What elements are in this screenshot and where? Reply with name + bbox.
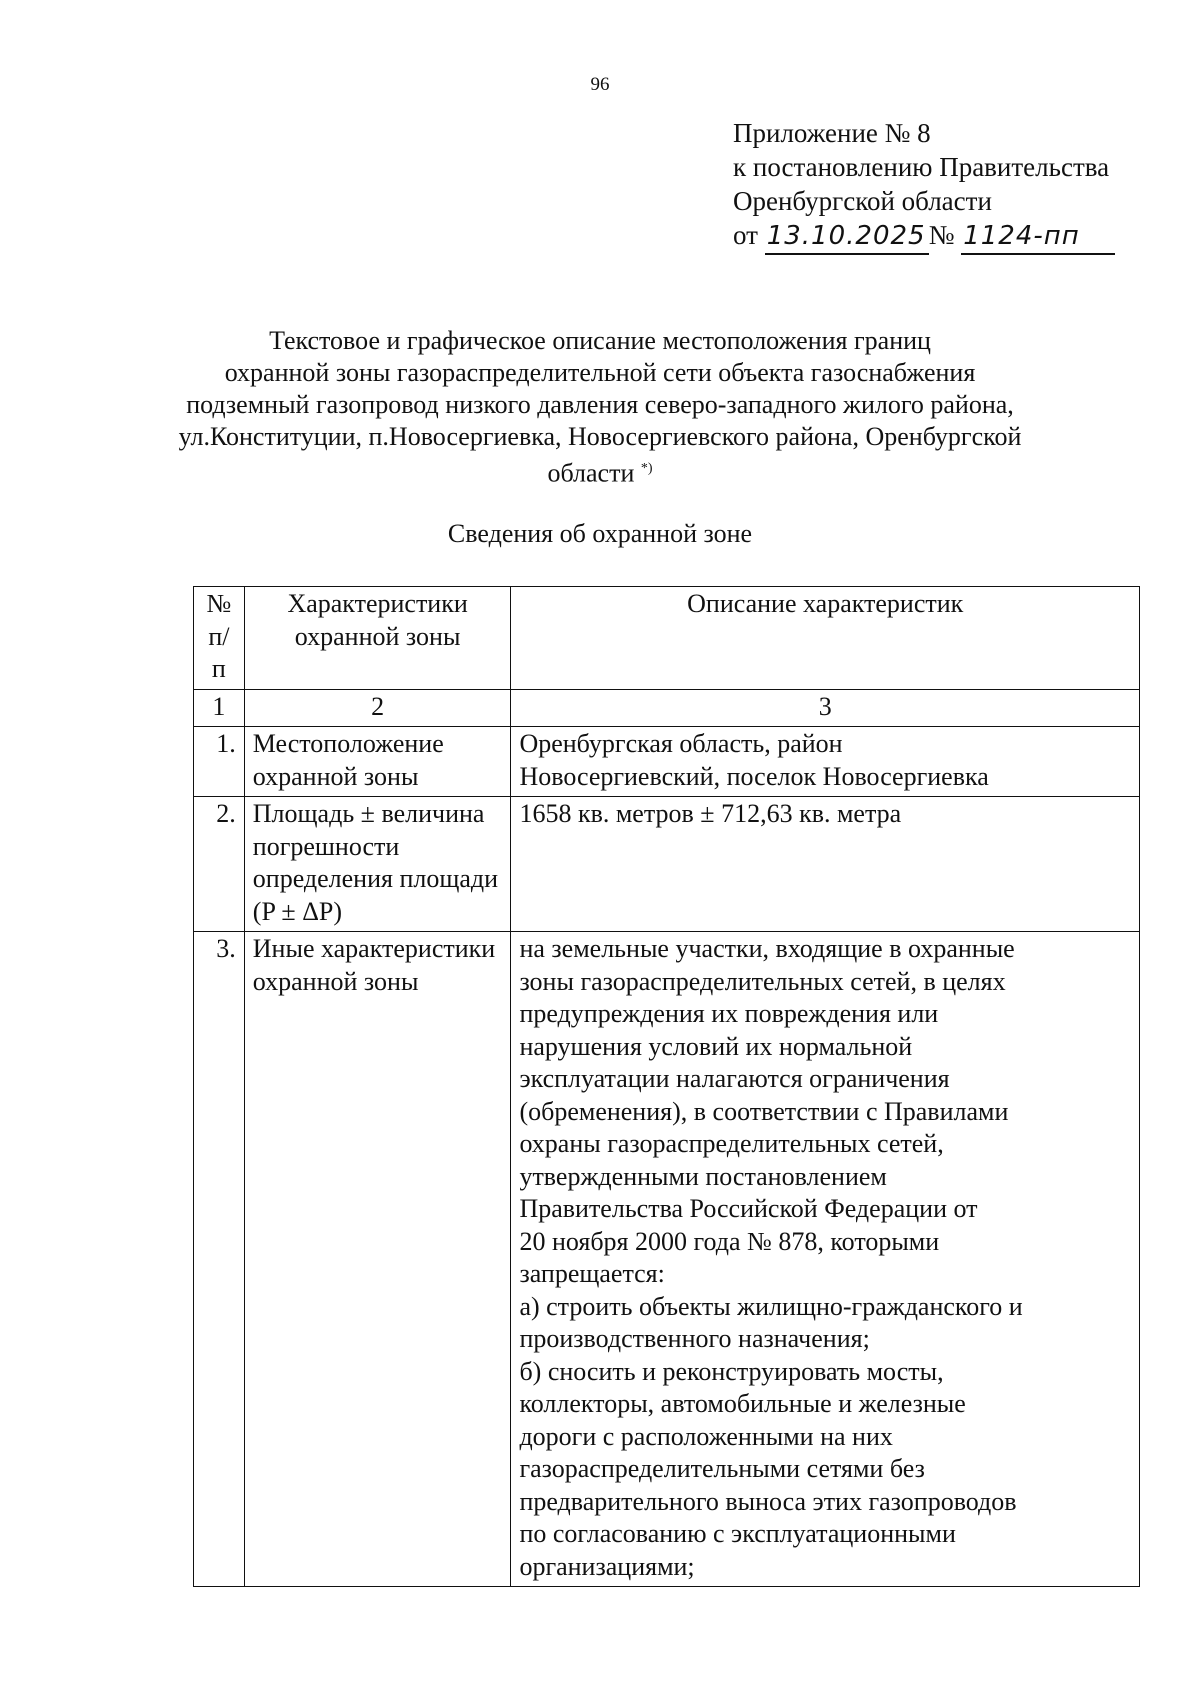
description-line: нарушения условий их нормальной [519, 1031, 913, 1061]
description-line: (обременения), в соответствии с Правилами [519, 1096, 1009, 1126]
description-line: 20 ноября 2000 года № 878, которыми [519, 1226, 940, 1256]
characteristic-line: определения площади [252, 864, 499, 893]
description-line: Новосергиевский, поселок Новосергиевка [519, 761, 989, 791]
annex-line-3: Оренбургской области [733, 186, 992, 216]
description-line: производственного назначения; [519, 1324, 870, 1353]
row-characteristic [244, 932, 511, 1587]
number-label: № [928, 220, 955, 250]
description-line: по согласованию с эксплуатационными [519, 1519, 956, 1548]
characteristic-line: охранной зоны [252, 761, 419, 791]
description-line: предупреждения их повреждения или [519, 999, 939, 1028]
description-line: зоны газораспределительных сетей, в целях [519, 966, 1006, 996]
characteristic-line: охранной зоны [252, 966, 419, 996]
title-footnote-mark: *) [640, 461, 653, 476]
description-line: газораспределительными сетями без [519, 1454, 925, 1483]
annex-line-1: Приложение № 8 [733, 118, 931, 148]
header-characteristics-line-1: Характеристики [287, 589, 468, 618]
table-numbering-row [194, 689, 1140, 727]
header-description-cell: Описание характеристик [511, 587, 1140, 690]
row-number: 1. [194, 727, 245, 797]
description-line: коллекторы, автомобильные и железные [519, 1389, 966, 1418]
section-subtitle: Сведения об охранной зоне [447, 519, 753, 548]
row-characteristic [244, 797, 511, 932]
title-line-4: ул.Конституции, п.Новосергиевка, Новосергиевского района, Оренбургской [178, 422, 1022, 451]
header-characteristics-cell [244, 587, 511, 690]
description-line: охраны газораспределительных сетей, [519, 1129, 944, 1158]
zone-info-table [193, 586, 1140, 1587]
characteristic-line: Площадь ± величина [252, 799, 485, 828]
date-prefix: от [733, 220, 758, 250]
description-line: дороги с расположенными на них [519, 1421, 893, 1451]
row-description [511, 797, 1140, 932]
description-line: эксплуатации налагаются ограничения [519, 1064, 950, 1093]
numbering-cell-3: 3 [511, 689, 1140, 727]
description-line: организациями; [519, 1551, 695, 1581]
description-line: запрещается: [519, 1259, 665, 1288]
title-line-2: охранной зоны газораспределительной сети объекта газоснабжения [224, 358, 976, 387]
row-number: 2. [194, 797, 245, 932]
row-description [511, 727, 1140, 797]
description-line: предварительного выноса этих газопроводов [519, 1486, 1017, 1516]
characteristic-line: Иные характеристики [252, 934, 496, 963]
table-row [194, 932, 1140, 1587]
header-number-line-2: п/п [208, 621, 230, 683]
description-line: б) сносить и реконструировать мосты, [519, 1356, 944, 1386]
document-title [150, 325, 1050, 490]
row-number: 3. [194, 932, 245, 1587]
characteristic-line: Местоположение [252, 729, 444, 758]
numbering-cell-1: 1 [194, 689, 245, 727]
annex-date-line [733, 218, 1115, 255]
title-line-1: Текстовое и графическое описание местоположения границ [269, 326, 931, 355]
description-line: а) строить объекты жилищно-гражданского и [519, 1291, 1023, 1321]
header-characteristics-line-2: охранной зоны [294, 621, 461, 651]
title-line-5 [150, 453, 1050, 490]
title-line-3: подземный газопровод низкого давления северо-западного жилого района, [186, 390, 1014, 419]
description-line: Правительства Российской Федерации от [519, 1194, 978, 1223]
numbering-cell-2: 2 [244, 689, 511, 727]
header-number-line-1: № [206, 589, 232, 618]
description-line: 1658 кв. метров ± 712,63 кв. метра [519, 799, 902, 828]
characteristic-line: (P ± ΔP) [252, 896, 343, 926]
table-row [194, 797, 1140, 932]
row-description [511, 932, 1140, 1587]
page-number: 96 [590, 74, 610, 95]
table-header-row [194, 587, 1140, 690]
table-row [194, 727, 1140, 797]
description-line: утвержденными постановлением [519, 1161, 887, 1191]
annex-line-2: к постановлению Правительства [733, 152, 1110, 182]
description-line: Оренбургская область, район [519, 729, 843, 758]
annex-block [733, 116, 1115, 255]
title-last-word: области [547, 458, 635, 488]
row-characteristic [244, 727, 511, 797]
handwritten-date: 13.10.2025 [765, 219, 929, 255]
characteristic-line: погрешности [252, 831, 400, 861]
description-line: на земельные участки, входящие в охранные [519, 934, 1015, 963]
header-number-cell [194, 587, 245, 690]
handwritten-number: 1124-пп [961, 219, 1115, 255]
